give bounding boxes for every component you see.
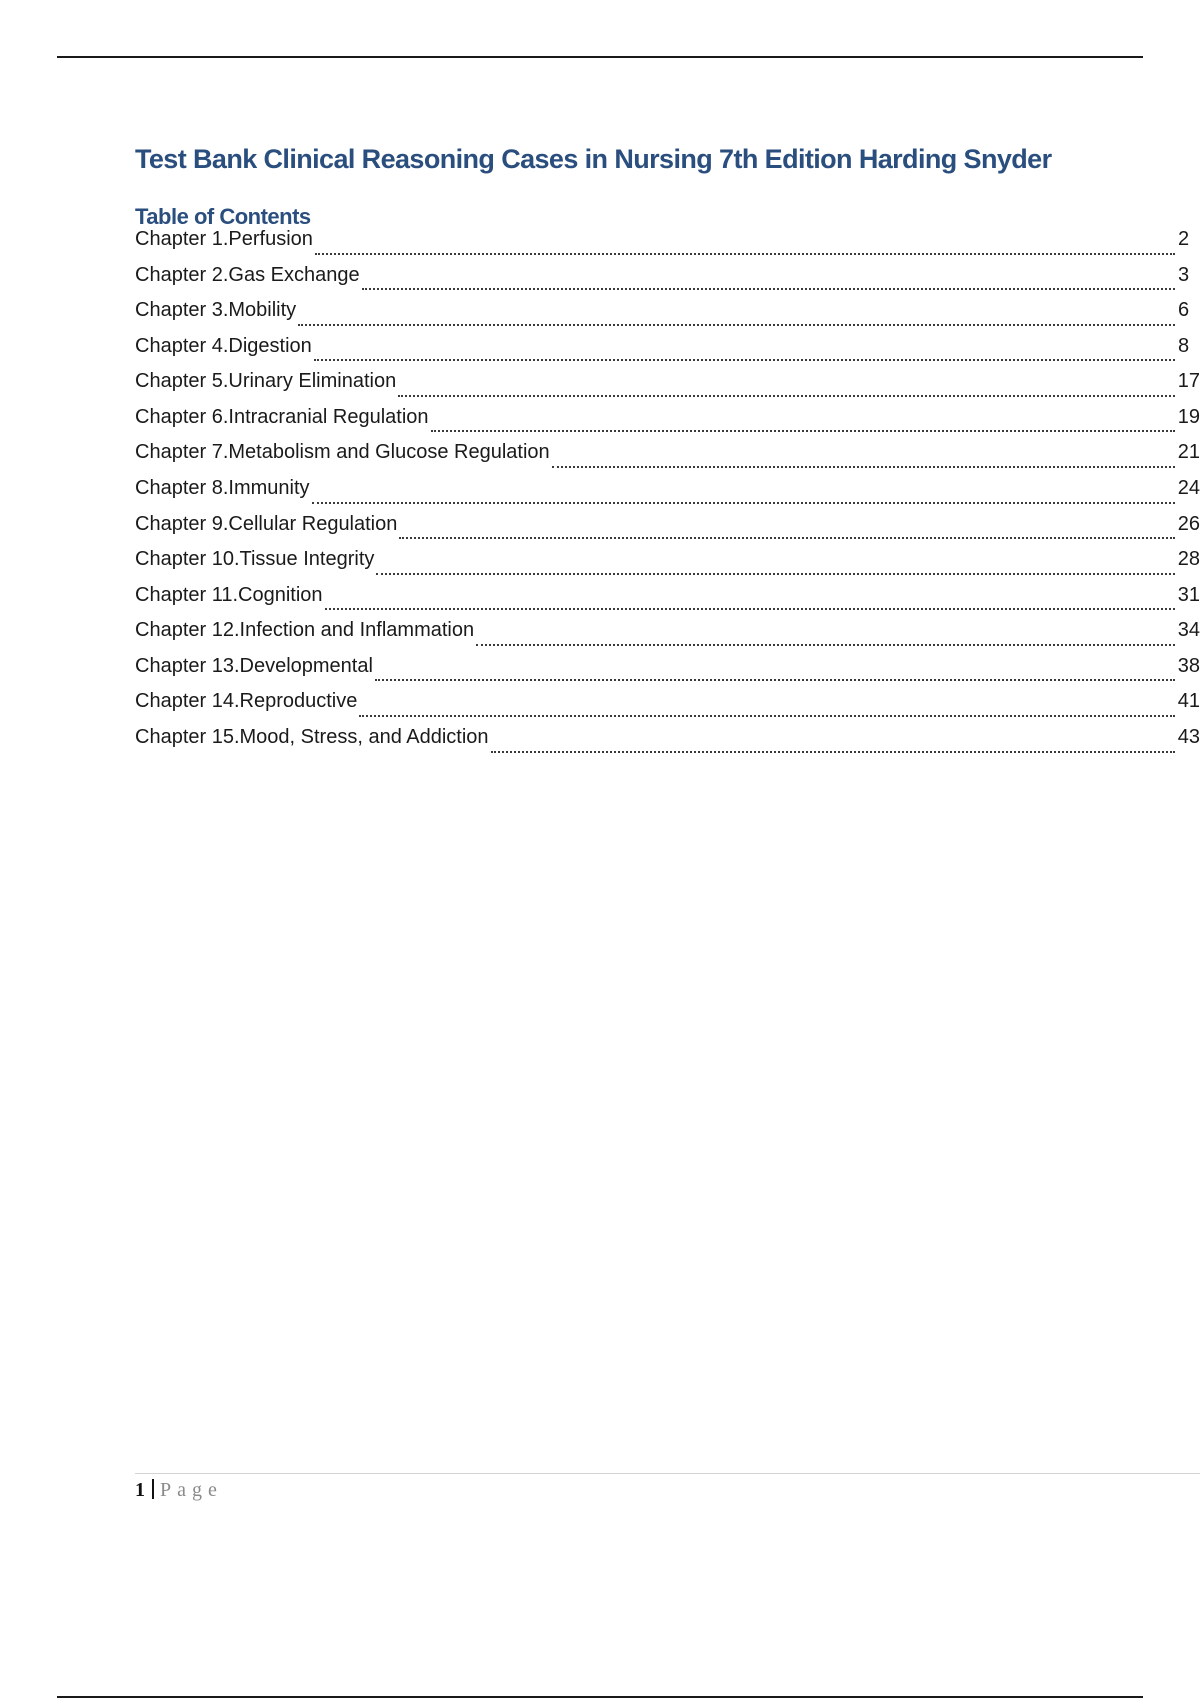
toc-dot-leader: [314, 359, 1175, 361]
toc-entry-label: Chapter 2.Gas Exchange: [135, 264, 360, 286]
toc-entry[interactable]: [135, 548, 1200, 584]
toc-entry-page: 8: [1178, 335, 1190, 357]
toc-entry-label: Chapter 15.Mood, Stress, and Addiction: [135, 726, 489, 748]
toc-dot-leader: [298, 324, 1175, 326]
toc-entry-label: Chapter 4.Digestion: [135, 335, 312, 357]
document-title: Test Bank Clinical Reasoning Cases in Nursing 7th Edition Harding Snyder: [135, 144, 1052, 174]
bottom-rule: [57, 1696, 1143, 1698]
toc-dot-leader: [376, 573, 1174, 575]
toc-entry-label: Chapter 1.Perfusion: [135, 228, 313, 250]
page-footer: [135, 1479, 223, 1502]
toc-entry-page: 6: [1178, 299, 1190, 321]
toc-entry[interactable]: [135, 441, 1200, 477]
toc-entry[interactable]: [135, 228, 1200, 264]
toc-dot-leader: [431, 430, 1175, 432]
toc-dot-leader: [491, 751, 1175, 753]
toc-entry-page: 31: [1177, 584, 1200, 606]
toc-dot-leader: [399, 537, 1174, 539]
table-of-contents: [135, 228, 1200, 762]
toc-entry[interactable]: [135, 477, 1200, 513]
toc-dot-leader: [552, 466, 1175, 468]
toc-entry-label: Chapter 12.Infection and Inflammation: [135, 619, 475, 641]
toc-entry-label: Chapter 6.Intracranial Regulation: [135, 406, 429, 428]
toc-entry-page: 17: [1177, 370, 1200, 392]
toc-entry[interactable]: [135, 299, 1200, 335]
toc-entry-label: Chapter 9.Cellular Regulation: [135, 513, 398, 535]
toc-entry[interactable]: [135, 655, 1200, 690]
page-separator: [152, 1479, 154, 1499]
toc-entry-label: Chapter 14.Reproductive: [135, 690, 358, 712]
toc-entry[interactable]: [135, 264, 1200, 299]
toc-entry-label: Chapter 13.Developmental: [135, 655, 373, 677]
toc-entry-page: 34: [1177, 619, 1200, 641]
toc-entry-page: 3: [1178, 264, 1190, 286]
toc-entry[interactable]: [135, 335, 1200, 370]
toc-dot-leader: [362, 288, 1175, 290]
toc-entry-page: 41: [1177, 690, 1200, 712]
toc-entry-label: Chapter 11.Cognition: [135, 584, 323, 606]
toc-entry[interactable]: [135, 619, 1200, 655]
toc-dot-leader: [325, 608, 1175, 610]
page-number: 1: [135, 1479, 145, 1501]
toc-entry-page: 21: [1177, 441, 1200, 463]
toc-dot-leader: [315, 253, 1175, 255]
footer-rule: [135, 1473, 1200, 1474]
toc-entry-label: Chapter 10.Tissue Integrity: [135, 548, 375, 570]
toc-dot-leader: [398, 395, 1175, 397]
toc-entry-page: 2: [1178, 228, 1190, 250]
toc-entry[interactable]: [135, 513, 1200, 548]
header-rule: [57, 56, 1143, 58]
toc-entry-page: 24: [1177, 477, 1200, 499]
page-label: Page: [160, 1479, 223, 1501]
toc-dot-leader: [375, 679, 1175, 681]
toc-entry[interactable]: [135, 690, 1200, 726]
toc-entry-label: Chapter 8.Immunity: [135, 477, 310, 499]
toc-dot-leader: [312, 502, 1175, 504]
toc-entry-label: Chapter 3.Mobility: [135, 299, 297, 321]
toc-entry[interactable]: [135, 584, 1200, 619]
toc-entry-page: 28: [1177, 548, 1200, 570]
toc-dot-leader: [476, 644, 1175, 646]
toc-entry-page: 43: [1177, 726, 1200, 748]
toc-entry[interactable]: [135, 370, 1200, 406]
toc-entry-page: 26: [1177, 513, 1200, 535]
toc-entry-label: Chapter 5.Urinary Elimination: [135, 370, 397, 392]
toc-entry-page: 38: [1177, 655, 1200, 677]
toc-dot-leader: [359, 715, 1174, 717]
toc-entry-label: Chapter 7.Metabolism and Glucose Regulation: [135, 441, 550, 463]
toc-entry-page: 19: [1177, 406, 1200, 428]
toc-heading: Table of Contents: [135, 204, 311, 229]
toc-entry[interactable]: [135, 406, 1200, 441]
toc-entry[interactable]: [135, 726, 1200, 762]
